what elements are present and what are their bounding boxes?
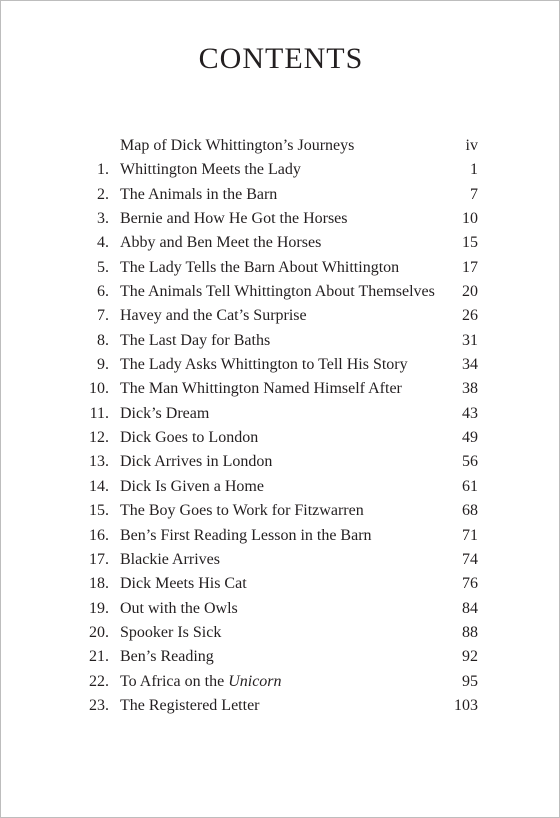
page-number: 15 <box>462 234 478 252</box>
chapter-title <box>120 353 408 377</box>
toc-entry <box>1 377 560 401</box>
chapter-number: 1. <box>97 161 109 179</box>
chapter-number: 18. <box>89 575 109 593</box>
chapter-title <box>120 450 272 474</box>
toc-entry <box>1 134 560 158</box>
chapter-number: 21. <box>89 648 109 666</box>
chapter-title <box>120 329 270 353</box>
chapter-title <box>120 304 307 328</box>
chapter-title <box>120 621 221 645</box>
chapter-title-text: Ben’s First Reading Lesson in the Barn <box>120 526 372 544</box>
chapter-number: 22. <box>89 672 109 690</box>
chapter-title-text: The Animals in the Barn <box>120 185 278 203</box>
chapter-title-italic: Unicorn <box>228 672 282 690</box>
page-number: 71 <box>462 526 478 544</box>
page-number: 31 <box>462 331 478 349</box>
chapter-title <box>120 158 301 182</box>
chapter-number: 10. <box>89 380 109 398</box>
chapter-title-text: The Animals Tell Whittington About Themselves <box>120 283 435 301</box>
page-number: 26 <box>462 307 478 325</box>
page-title: CONTENTS <box>198 42 364 75</box>
chapter-number: 4. <box>97 234 109 252</box>
page-number: iv <box>465 137 478 154</box>
toc-entry <box>1 548 560 572</box>
toc-entry <box>1 207 560 231</box>
chapter-number: 17. <box>89 550 109 568</box>
page-number: 74 <box>462 550 478 568</box>
toc-entry <box>1 499 560 523</box>
toc-entry <box>1 158 560 182</box>
page-number: 49 <box>462 429 478 447</box>
page-number: 20 <box>462 283 478 301</box>
toc-entry <box>1 524 560 548</box>
chapter-title <box>120 524 372 548</box>
page-number: 7 <box>470 185 478 203</box>
chapter-number: 19. <box>89 599 109 617</box>
page-number: 103 <box>454 696 478 714</box>
toc-entry <box>1 426 560 450</box>
page-number: 68 <box>462 502 478 520</box>
page-number: 95 <box>462 672 478 690</box>
chapter-number: 13. <box>89 453 109 471</box>
toc-entry <box>1 670 560 694</box>
chapter-title-text: The Boy Goes to Work for Fitzwarren <box>120 502 364 520</box>
chapter-title-text: The Lady Tells the Barn About Whittington <box>120 258 400 276</box>
toc-entry <box>1 694 560 718</box>
toc-entry <box>1 183 560 207</box>
chapter-number: 12. <box>89 429 109 447</box>
toc-entry <box>1 280 560 304</box>
chapter-title <box>120 134 354 158</box>
chapter-number: 2. <box>97 185 109 203</box>
toc-entry <box>1 450 560 474</box>
chapter-title <box>120 183 277 207</box>
chapter-title <box>120 670 282 694</box>
page-number: 84 <box>462 599 478 617</box>
page-number: 61 <box>462 477 478 495</box>
chapter-title <box>120 475 264 499</box>
chapter-title <box>120 256 399 280</box>
chapter-title-text: Dick Meets His Cat <box>120 575 247 593</box>
chapter-title-text: Whittington Meets the Lady <box>120 161 301 179</box>
page-number: 17 <box>462 258 478 276</box>
chapter-title-text: Dick Arrives in London <box>120 453 273 471</box>
toc-entry <box>1 621 560 645</box>
page-number: 88 <box>462 623 478 641</box>
page-number: 43 <box>462 404 478 422</box>
chapter-title-text: The Last Day for Baths <box>120 331 271 349</box>
chapter-title-text: Ben’s Reading <box>120 648 214 666</box>
chapter-number: 16. <box>89 526 109 544</box>
chapter-title-text: Bernie and How He Got the Horses <box>120 210 348 228</box>
chapter-number: 9. <box>97 356 109 374</box>
toc-entry <box>1 597 560 621</box>
table-of-contents <box>1 134 560 718</box>
chapter-number: 7. <box>97 307 109 325</box>
chapter-title-text: Havey and the Cat’s Surprise <box>120 307 307 325</box>
chapter-title-text: Map of Dick Whittington’s Journeys <box>120 137 355 154</box>
chapter-title-text: Out with the Owls <box>120 599 238 617</box>
chapter-number: 5. <box>97 258 109 276</box>
page-number: 56 <box>462 453 478 471</box>
page-number: 34 <box>462 356 478 374</box>
toc-entry <box>1 353 560 377</box>
toc-entry <box>1 475 560 499</box>
toc-entry <box>1 256 560 280</box>
toc-entry <box>1 329 560 353</box>
chapter-number: 20. <box>89 623 109 641</box>
page-number: 10 <box>462 210 478 228</box>
chapter-title-text: The Registered Letter <box>120 696 260 714</box>
chapter-title <box>120 572 247 596</box>
chapter-number: 11. <box>89 404 109 422</box>
page-number: 1 <box>470 161 478 179</box>
toc-entry <box>1 304 560 328</box>
chapter-title <box>120 402 209 426</box>
chapter-title <box>120 499 364 523</box>
chapter-title <box>120 645 214 669</box>
toc-entry <box>1 645 560 669</box>
chapter-title <box>120 548 220 572</box>
chapter-number: 23. <box>89 696 109 714</box>
chapter-title <box>120 207 348 231</box>
chapter-number: 15. <box>89 502 109 520</box>
chapter-title-text: To Africa on the <box>120 672 229 690</box>
chapter-title-text: Dick Goes to London <box>120 429 259 447</box>
page-number: 92 <box>462 648 478 666</box>
chapter-title <box>120 694 260 718</box>
chapter-title-text: Dick’s Dream <box>120 404 210 422</box>
toc-entry <box>1 402 560 426</box>
chapter-title-text: Blackie Arrives <box>120 550 220 568</box>
chapter-title <box>120 231 321 255</box>
chapter-title <box>120 377 402 401</box>
chapter-title <box>120 280 435 304</box>
chapter-title-text: The Lady Asks Whittington to Tell His Story <box>120 356 408 374</box>
chapter-title-text: Abby and Ben Meet the Horses <box>120 234 322 252</box>
toc-entry <box>1 231 560 255</box>
page-number: 76 <box>462 575 478 593</box>
chapter-number: 8. <box>97 331 109 349</box>
chapter-title-text: The Man Whittington Named Himself After <box>120 380 402 398</box>
page-number: 38 <box>462 380 478 398</box>
chapter-number: 6. <box>97 283 109 301</box>
chapter-title <box>120 426 258 450</box>
toc-entry <box>1 572 560 596</box>
chapter-title-text: Spooker Is Sick <box>120 623 222 641</box>
chapter-number: 14. <box>89 477 109 495</box>
chapter-number: 3. <box>97 210 109 228</box>
chapter-title <box>120 597 238 621</box>
chapter-title-text: Dick Is Given a Home <box>120 477 264 495</box>
